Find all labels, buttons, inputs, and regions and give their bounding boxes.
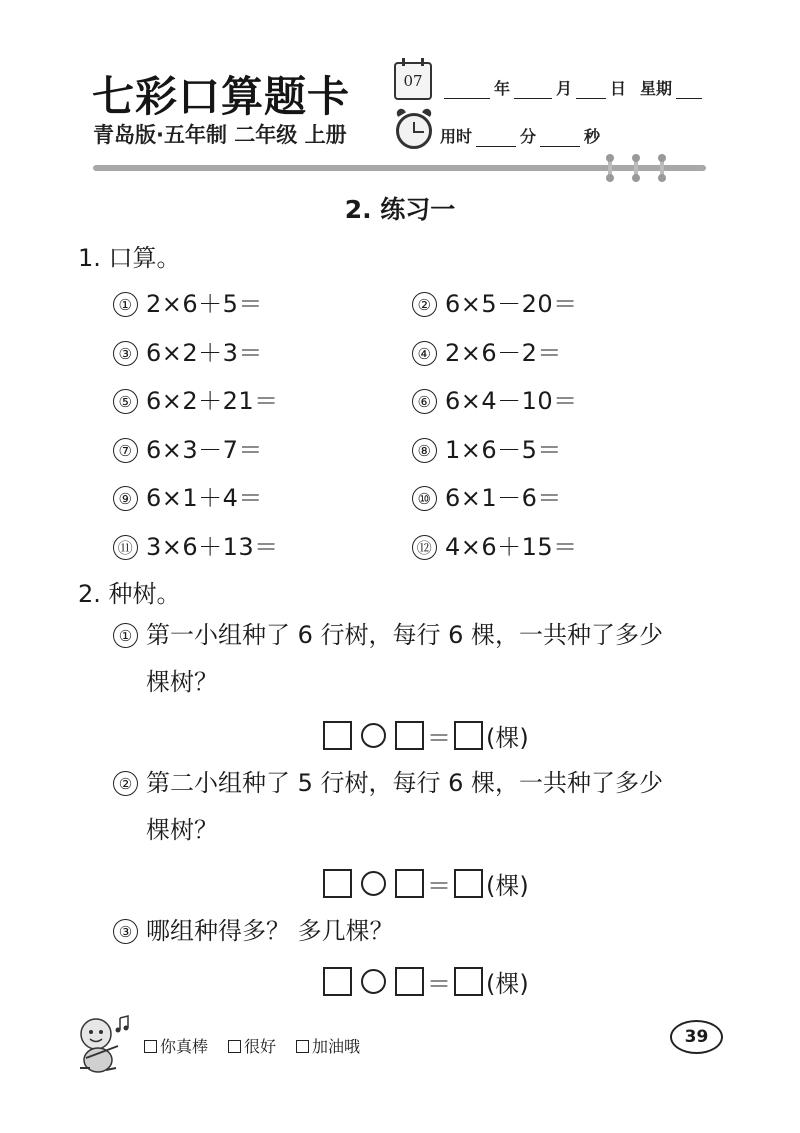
item-number: ⑩ xyxy=(412,486,437,511)
seconds-blank[interactable] xyxy=(540,132,580,147)
answer-box[interactable] xyxy=(323,967,352,996)
divider-pin xyxy=(634,156,638,180)
problem-text: 哪组种得多？ 多几棵？ xyxy=(146,917,394,945)
item-number: ⑨ xyxy=(113,486,138,511)
unit-label: (棵) xyxy=(486,872,529,900)
equals-sign: ＝ xyxy=(427,872,451,900)
calc-item xyxy=(113,381,279,416)
equals-sign: ＝ xyxy=(427,724,451,752)
section-title: 2. 练习一 xyxy=(344,195,456,224)
calc-item xyxy=(113,478,263,513)
calc-item xyxy=(412,430,562,465)
calc-item xyxy=(412,527,578,562)
day-blank[interactable] xyxy=(576,84,606,99)
calc-item xyxy=(113,333,263,368)
problem-number: ③ xyxy=(113,919,138,944)
seconds-label: 秒 xyxy=(584,127,601,146)
mascot-musician-icon xyxy=(68,1008,138,1078)
item-number: ① xyxy=(113,292,138,317)
edition-label: 青岛版·五年制 二年级 上册 xyxy=(93,123,347,147)
calc-item xyxy=(412,333,562,368)
answer-equation-2 xyxy=(320,866,529,901)
brand-title: 七彩口算题卡 xyxy=(92,72,351,121)
problem-text: 第二小组种了 5 行树，每行 6 棵，一共种了多少 xyxy=(146,769,664,797)
calc-expression: 3×6＋13＝ xyxy=(146,532,279,561)
item-number: ⑥ xyxy=(412,389,437,414)
calc-item xyxy=(113,527,279,562)
item-number: ⑪ xyxy=(113,535,138,560)
calc-expression: 6×1＋4＝ xyxy=(146,484,263,512)
problem-number: ① xyxy=(113,623,138,648)
checkbox[interactable] xyxy=(144,1040,157,1053)
eval-great[interactable]: 你真棒 xyxy=(144,1034,208,1057)
answer-box[interactable] xyxy=(395,967,424,996)
question-2-heading: 2. 种树。 xyxy=(78,580,181,608)
problem-text-cont: 棵树？ xyxy=(146,816,218,844)
alarm-clock-icon xyxy=(396,113,432,149)
calc-expression: 6×1－6＝ xyxy=(445,484,562,512)
answer-box[interactable] xyxy=(395,721,424,750)
calc-expression: 6×4－10＝ xyxy=(445,387,578,415)
minutes-label: 分 xyxy=(520,127,537,146)
week-label: 星期 xyxy=(640,79,673,98)
unit-label: (棵) xyxy=(486,970,529,998)
unit-label: (棵) xyxy=(486,724,529,752)
item-number: ③ xyxy=(113,341,138,366)
month-blank[interactable] xyxy=(514,84,552,99)
answer-equation-3 xyxy=(320,964,529,999)
item-number: ② xyxy=(412,292,437,317)
calc-expression: 6×5－20＝ xyxy=(445,290,578,318)
checkbox[interactable] xyxy=(296,1040,309,1053)
problem-2 xyxy=(113,760,663,854)
item-number: ⑫ xyxy=(412,535,437,560)
answer-box[interactable] xyxy=(323,721,352,750)
item-number: ⑧ xyxy=(412,438,437,463)
calc-expression: 6×2＋3＝ xyxy=(146,338,263,367)
answer-box[interactable] xyxy=(454,721,483,750)
calc-item xyxy=(113,284,263,319)
time-line xyxy=(440,124,600,147)
divider-pin xyxy=(660,156,664,180)
header-divider xyxy=(93,165,706,171)
problem-text-cont: 棵树？ xyxy=(146,668,218,696)
week-blank[interactable] xyxy=(676,84,702,99)
operator-circle[interactable] xyxy=(361,969,386,994)
equals-sign: ＝ xyxy=(427,970,451,998)
item-number: ⑦ xyxy=(113,438,138,463)
problem-3 xyxy=(113,908,394,955)
item-number: ⑤ xyxy=(113,389,138,414)
calendar-icon xyxy=(394,62,432,100)
divider-pin xyxy=(608,156,612,180)
calc-expression: 6×2＋21＝ xyxy=(146,387,279,415)
operator-circle[interactable] xyxy=(361,871,386,896)
item-number: ④ xyxy=(412,341,437,366)
calc-item xyxy=(113,430,263,465)
problem-number: ② xyxy=(113,771,138,796)
year-label: 年 xyxy=(494,79,511,98)
answer-box[interactable] xyxy=(454,869,483,898)
day-label: 日 xyxy=(610,79,627,98)
calc-expression: 2×6－2＝ xyxy=(445,338,562,367)
calendar-number: 07 xyxy=(403,72,423,90)
problem-text: 第一小组种了 6 行树，每行 6 棵，一共种了多少 xyxy=(146,621,664,649)
checkbox[interactable] xyxy=(228,1040,241,1053)
self-evaluation xyxy=(144,1034,360,1057)
calc-expression: 4×6＋15＝ xyxy=(445,532,578,561)
calc-expression: 1×6－5＝ xyxy=(445,435,562,464)
answer-equation-1 xyxy=(320,718,529,753)
problem-1 xyxy=(113,612,663,706)
page-number: 39 xyxy=(670,1020,723,1054)
calc-item xyxy=(412,381,578,416)
month-label: 月 xyxy=(556,79,573,98)
answer-box[interactable] xyxy=(454,967,483,996)
date-line xyxy=(440,76,706,99)
answer-box[interactable] xyxy=(395,869,424,898)
eval-keep-going[interactable]: 加油哦 xyxy=(296,1034,360,1057)
operator-circle[interactable] xyxy=(361,723,386,748)
minutes-blank[interactable] xyxy=(476,132,516,147)
calc-expression: 2×6＋5＝ xyxy=(146,290,263,318)
year-blank[interactable] xyxy=(444,84,490,99)
calc-item xyxy=(412,284,578,319)
eval-good[interactable]: 很好 xyxy=(228,1034,276,1057)
calc-item xyxy=(412,478,562,513)
question-1-heading: 1. 口算。 xyxy=(78,244,181,272)
answer-box[interactable] xyxy=(323,869,352,898)
time-used-label: 用时 xyxy=(440,127,473,146)
calc-expression: 6×3－7＝ xyxy=(146,435,263,464)
